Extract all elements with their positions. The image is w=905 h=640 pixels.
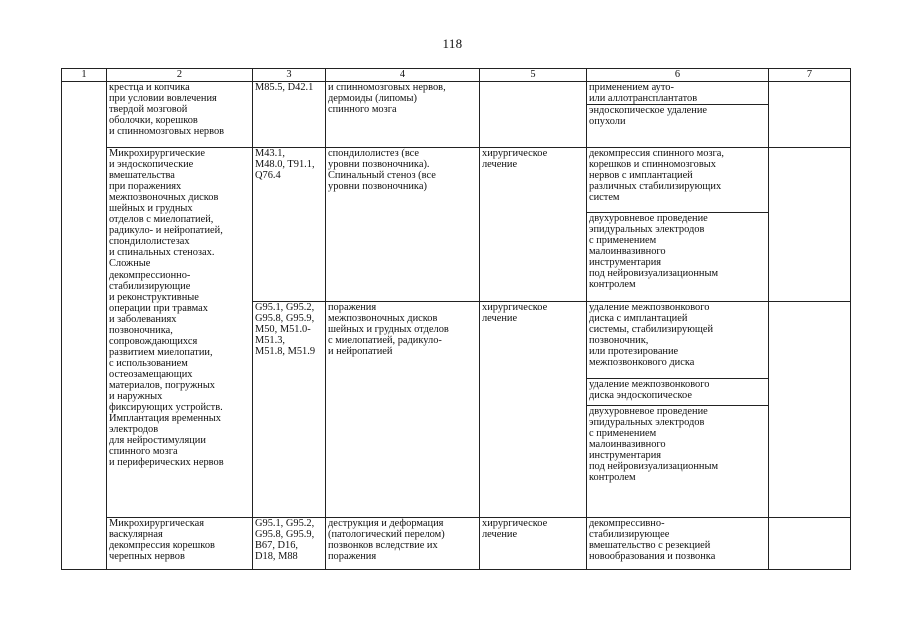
method-item: применением ауто- или аллотрансплантатов [589,82,698,105]
cell-cost [769,148,851,302]
col-header-7: 7 [769,69,851,82]
cell-number [62,82,107,570]
cell-method [587,148,769,302]
table-row [62,82,851,148]
table-row [62,518,851,570]
col-header-6: 6 [587,69,769,82]
method-item: удаление межпозвонкового диска эндоскопическое [587,378,768,405]
cell-codes: M85.5, D42.1 [253,82,326,148]
col-header-1: 1 [62,69,107,82]
cell-treatment: хирургическое лечение [480,148,587,302]
cell-cost [769,518,851,570]
col-header-2: 2 [107,69,253,82]
procedures-table [61,68,851,570]
cell-codes: G95.1, G95.2, G95.8, G95.9, B67, D16, D18, M88 [253,518,326,570]
cell-diagnosis: деструкция и деформация (патологический перелом) позвонков вследствие их поражения [326,518,480,570]
page-number: 118 [442,36,463,51]
cell-cost [769,302,851,518]
cell-name: Микрохирургическая васкулярная декомпрессия корешков черепных нервов [107,518,253,570]
cell-cost [769,82,851,148]
cell-method [587,82,769,148]
table-row [62,148,851,302]
cell-name: крестца и копчика при условии вовлечения твердой мозговой оболочки, корешков и спинномозговых нервов [107,82,253,148]
method-item: двухуровневое проведение эпидуральных электродов с применением малоинвазивного инструментария под нейровизуализационным контролем [587,405,768,483]
cell-name: Микрохирургические и эндоскопические вмешательства при поражениях межпозвоночных дисков шейных и грудных отделов с миелопатией, радикуло- и нейропатией, спондилолистезах и спинальных стенозах. Сложные декомпрессионно- стабилизирующие и реконструктивные операции при травмах и заболеваниях позвоночника, сопровождающихся развитием миелопатии, с использованием остеозамещающих материалов, погружных и наружных фиксирующих устройств. Имплантация временных электродов для нейростимуляции спинного мозга и периферических нервов [107,148,253,518]
col-header-4: 4 [326,69,480,82]
col-header-3: 3 [253,69,326,82]
cell-codes: M43.1, M48.0, T91.1, Q76.4 [253,148,326,302]
method-item: удаление межпозвонкового диска с имплантацией системы, стабилизирующей позвоночник, или протезирование межпозвонкового диска [589,302,714,369]
cell-method [587,518,769,570]
cell-diagnosis: спондилолистез (все уровни позвоночника). Спинальный стеноз (все уровни позвоночника) [326,148,480,302]
method-item: декомпрессия спинного мозга, корешков и спинномозговых нервов с имплантацией различных стабилизирующих систем [589,148,724,204]
method-item: декомпрессивно- стабилизирующее вмешательство с резекцией новообразования и позвонка [589,518,716,563]
header-row [62,69,851,82]
method-item: эндоскопическое удаление опухоли [587,104,768,127]
cell-codes: G95.1, G95.2, G95.8, G95.9, M50, M51.0- M51.3, M51.8, M51.9 [253,302,326,518]
method-item: двухуровневое проведение эпидуральных электродов с применением малоинвазивного инструментария под нейровизуализационным контролем [587,212,768,290]
cell-treatment: хирургическое лечение [480,302,587,518]
cell-diagnosis: и спинномозговых нервов, дермоиды (липомы) спинного мозга [326,82,480,148]
cell-treatment [480,82,587,148]
col-header-5: 5 [480,69,587,82]
cell-diagnosis: поражения межпозвоночных дисков шейных и грудных отделов с миелопатией, радикуло- и нейропатией [326,302,480,518]
cell-method [587,302,769,518]
cell-treatment: хирургическое лечение [480,518,587,570]
